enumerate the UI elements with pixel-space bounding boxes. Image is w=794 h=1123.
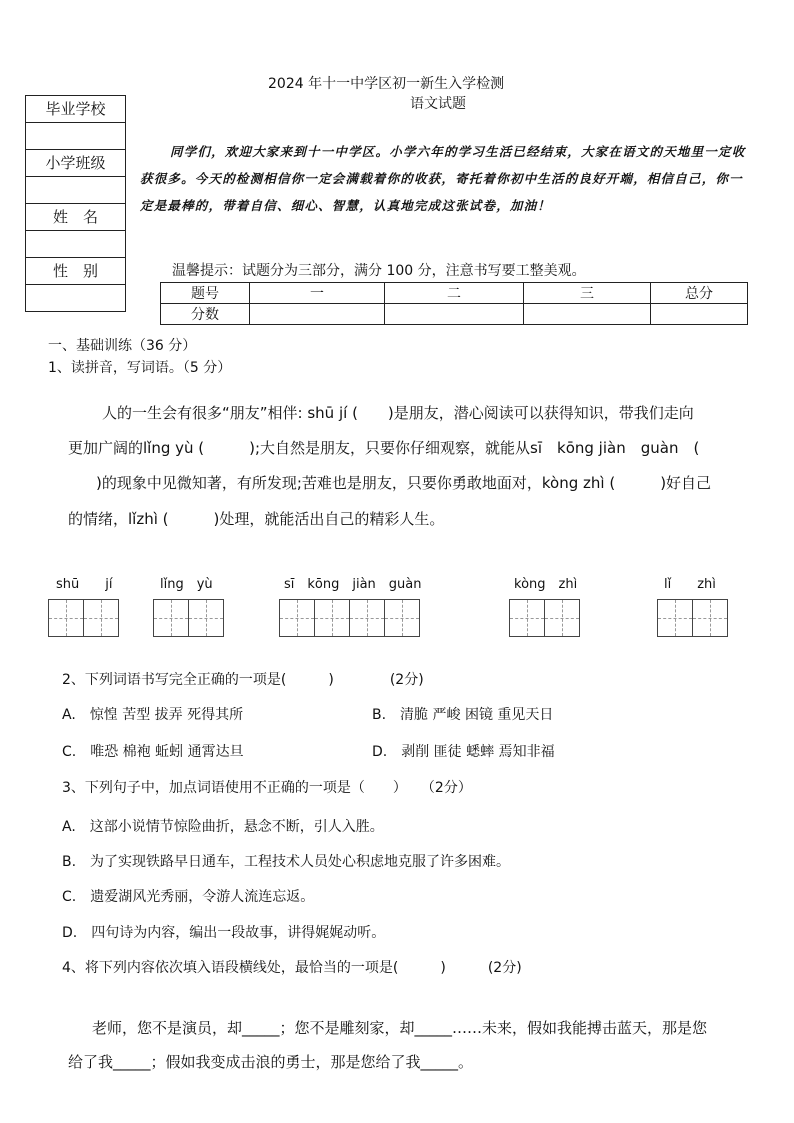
q3-option-a: A. 这部小说情节惊险曲折，悬念不断，引人入胜。 <box>62 819 384 835</box>
info-label-gender: 性 别 <box>26 258 125 285</box>
grid-cell[interactable] <box>49 600 84 636</box>
writing-grid[interactable] <box>279 599 420 637</box>
q1-passage-line: 人的一生会有很多“朋友”相伴: shū jí ( )是朋友，潜心阅读可以获得知识，带我们走向 <box>102 404 694 422</box>
info-field-school[interactable] <box>26 123 125 150</box>
q4-title: 4、将下列内容依次填入语段横线处，最恰当的一项是( ) (2分) <box>62 960 522 976</box>
info-field-class[interactable] <box>26 177 125 204</box>
score-header-cell: 总分 <box>651 283 748 304</box>
writing-grid[interactable] <box>509 599 580 637</box>
info-label-name: 姓 名 <box>26 204 125 231</box>
q3-title: 3、下列句子中，加点词语使用不正确的一项是（ ） （2分） <box>62 780 472 796</box>
score-cell[interactable] <box>524 304 651 325</box>
student-info-box <box>25 95 126 312</box>
grid-cell[interactable] <box>510 600 545 636</box>
score-table-score-row <box>161 304 748 325</box>
score-table <box>160 282 748 325</box>
exam-title: 2024 年十一中学区初一新生入学检测 <box>268 76 505 92</box>
q2-option-d: D. 剥削 匪徒 蟋蟀 焉知非福 <box>372 744 555 760</box>
grid-cell[interactable] <box>658 600 693 636</box>
grid-cell[interactable] <box>280 600 315 636</box>
pinyin-label: kòng zhì <box>514 577 578 592</box>
tip-text: 温馨提示：试题分为三部分，满分 100 分，注意书写要工整美观。 <box>172 263 586 279</box>
grid-cell[interactable] <box>315 600 350 636</box>
q4-passage-line: 给了我_____；假如我变成击浪的勇士，那是您给了我_____。 <box>68 1053 474 1071</box>
q2-option-a: A. 惊惶 苦型 拔弄 死得其所 <box>62 707 244 723</box>
pinyin-label: lǐng yù <box>160 577 213 592</box>
info-label-class: 小学班级 <box>26 150 125 177</box>
q1-passage-line: 更加广阔的lǐng yù ( );大自然是朋友，只要你仔细观察，就能从sī kōng jiàn guàn ( <box>68 439 700 457</box>
q2-option-c: C. 唯恐 棉袍 蚯蚓 通霄达旦 <box>62 744 244 760</box>
grid-cell[interactable] <box>385 600 419 636</box>
q1-passage-line: )的现象中见微知著，有所发现;苦难也是朋友，只要你勇敢地面对，kòng zhì ( )好自己 <box>96 474 712 492</box>
score-cell[interactable] <box>250 304 385 325</box>
info-label-school: 毕业学校 <box>26 96 125 123</box>
pinyin-label: lǐ zhì <box>664 577 716 592</box>
grid-cell[interactable] <box>154 600 189 636</box>
q1-title: 1、读拼音，写词语。（5 分） <box>48 360 232 376</box>
score-table-header-row <box>161 283 748 304</box>
score-row-label: 分数 <box>161 304 250 325</box>
writing-grid[interactable] <box>48 599 119 637</box>
grid-cell[interactable] <box>84 600 118 636</box>
grid-cell[interactable] <box>545 600 579 636</box>
score-header-cell: 题号 <box>161 283 250 304</box>
q2-title: 2、下列词语书写完全正确的一项是( ) (2分) <box>62 672 424 688</box>
q4-passage-line: 老师，您不是演员，却_____；您不是雕刻家，却_____……未来，假如我能搏击蓝天，那是您 <box>92 1019 708 1037</box>
q3-option-b: B. 为了实现铁路早日通车，工程技术人员处心积虑地克服了许多困难。 <box>62 854 511 870</box>
grid-cell[interactable] <box>350 600 385 636</box>
info-field-name[interactable] <box>26 231 125 258</box>
q3-option-d: D. 四句诗为内容，编出一段故事，讲得娓娓动听。 <box>62 925 386 941</box>
grid-cell[interactable] <box>693 600 727 636</box>
pinyin-label: shū jí <box>56 577 113 592</box>
q2-option-b: B. 清脆 严峻 困镜 重见天日 <box>372 707 554 723</box>
greeting-text: 同学们，欢迎大家来到十一中学区。小学六年的学习生活已经结束，大家在语文的天地里一定收获很多。今天的检测相信你一定会满载着你的收获，寄托着你初中生活的良好开端，相信自己，你一定是最棒的，带着自信、细心、智慧，认真地完成这张试卷，加油！ <box>140 144 746 213</box>
writing-grid[interactable] <box>657 599 728 637</box>
pinyin-label: sī kōng jiàn guàn <box>284 577 422 592</box>
score-cell[interactable] <box>385 304 524 325</box>
info-field-gender[interactable] <box>26 285 125 311</box>
score-header-cell: 三 <box>524 283 651 304</box>
writing-grid[interactable] <box>153 599 224 637</box>
grid-cell[interactable] <box>189 600 223 636</box>
score-header-cell: 二 <box>385 283 524 304</box>
exam-subtitle: 语文试题 <box>410 96 466 112</box>
q1-passage-line: 的情绪，lǐzhì ( )处理，就能活出自己的精彩人生。 <box>68 510 445 528</box>
score-header-cell: 一 <box>250 283 385 304</box>
score-cell[interactable] <box>651 304 748 325</box>
section1-heading: 一、基础训练（36 分） <box>48 338 197 354</box>
q3-option-c: C. 遗爱湖风光秀丽，令游人流连忘返。 <box>62 889 315 905</box>
